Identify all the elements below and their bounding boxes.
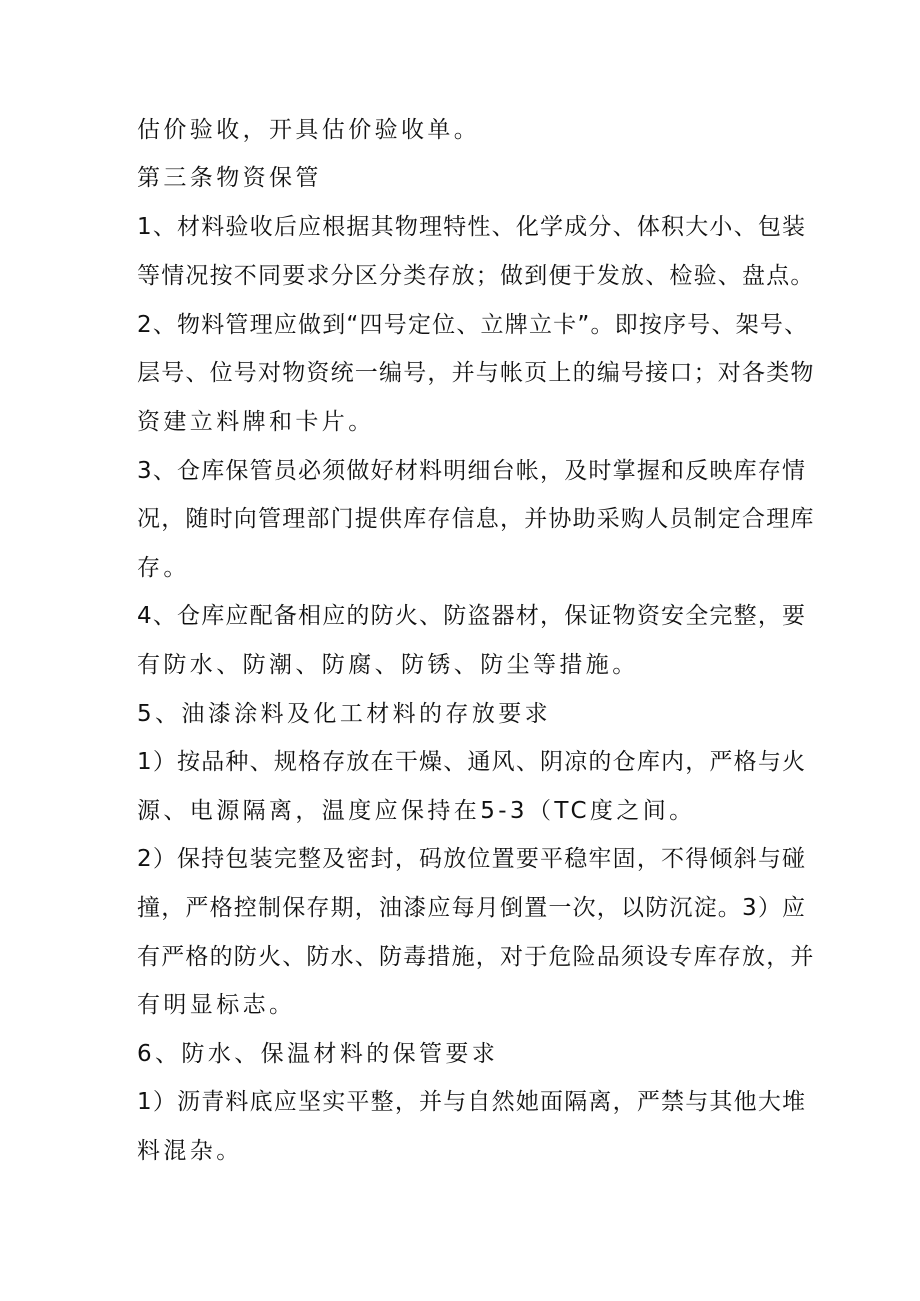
text-line-21: 1）沥青料底应坚实平整，并与自然她面隔离，严禁与其他大堆 bbox=[137, 1089, 807, 1115]
text-line-8: 3、仓库保管员必须做好材料明细台帐，及时掌握和反映库存情 bbox=[137, 458, 807, 484]
text-line-6: 层号、位号对物资统一编号，并与帐页上的编号接口；对各类物 bbox=[137, 360, 815, 386]
text-line-19: 有明显标志。 bbox=[137, 992, 296, 1018]
text-line-3: 1、材料验收后应根据其物理特性、化学成分、体积大小、包装 bbox=[137, 214, 807, 240]
text-line-9: 况，随时向管理部门提供库存信息，并协助采购人员制定合理库 bbox=[137, 506, 815, 532]
text-line-22: 料混杂。 bbox=[137, 1138, 243, 1164]
text-line-13: 5、油漆涂料及化工材料的存放要求 bbox=[137, 701, 552, 727]
text-line-20: 6、防水、保温材料的保管要求 bbox=[137, 1041, 499, 1067]
text-line-10: 存。 bbox=[137, 555, 190, 581]
text-line-11: 4、仓库应配备相应的防火、防盗器材，保证物资安全完整，要 bbox=[137, 603, 807, 629]
text-line-16: 2）保持包装完整及密封，码放位置要平稳牢固，不得倾斜与碰 bbox=[137, 846, 807, 872]
text-line-15: 源、电源隔离，温度应保持在5-3（TC度之间。 bbox=[137, 798, 696, 824]
section-heading: 第三条物资保管 bbox=[137, 165, 322, 191]
text-line-5: 2、物料管理应做到“四号定位、立牌立卡”。即按序号、架号、 bbox=[137, 312, 809, 338]
text-line-7: 资建立料牌和卡片。 bbox=[137, 409, 375, 435]
text-line-12: 有防水、防潮、防腐、防锈、防尘等措施。 bbox=[137, 652, 639, 678]
text-line-17: 撞，严格控制保存期，油漆应每月倒置一次，以防沉淀。3）应 bbox=[137, 895, 807, 921]
text-line-1: 估价验收，开具估价验收单。 bbox=[137, 117, 481, 143]
text-line-14: 1）按品种、规格存放在干燥、通风、阴凉的仓库内，严格与火 bbox=[137, 749, 807, 775]
text-line-4: 等情况按不同要求分区分类存放；做到便于发放、检验、盘点。 bbox=[137, 263, 815, 289]
text-line-18: 有严格的防火、防水、防毒措施，对于危险品须设专库存放，并 bbox=[137, 944, 815, 970]
